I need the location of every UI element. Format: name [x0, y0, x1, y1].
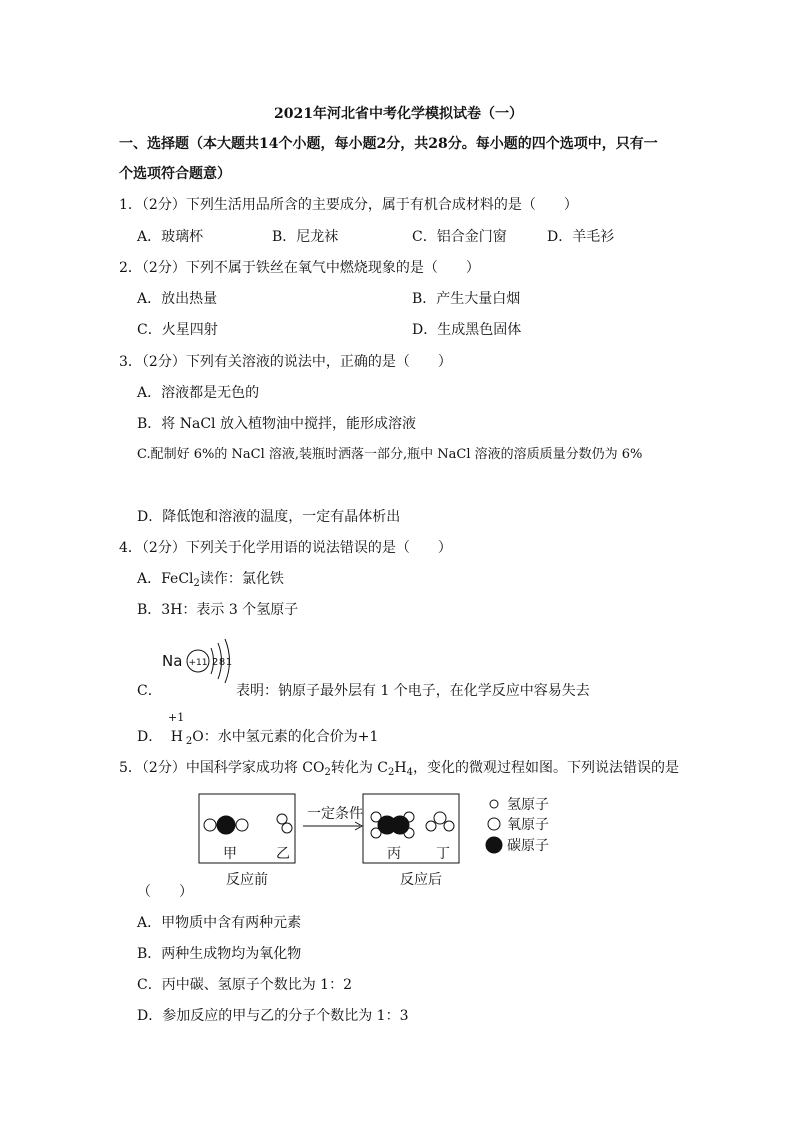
q2-option-a: A．放出热量: [137, 291, 218, 307]
q3-stem: 3．（2分）下列有关溶液的说法中，正确的是（ ）: [119, 354, 452, 370]
label-after: 反应后: [400, 872, 442, 888]
q4-option-c-text: 表明：钠原子最外层有 1 个电子，在化学反应中容易失去: [236, 683, 590, 699]
label-jia: 甲: [223, 846, 237, 862]
carbon-atom: [217, 816, 235, 834]
q4-option-d-formula-o: O: [192, 729, 204, 745]
q5-stem-part3: H: [394, 760, 407, 776]
q4-option-d-formula-h: H: [170, 729, 183, 745]
q3-option-a: A．溶液都是无色的: [137, 385, 260, 401]
hydrogen-atom: [282, 823, 292, 833]
q1-option-c: C．铝合金门窗: [412, 229, 507, 245]
q4-option-d-label: D．: [137, 729, 163, 745]
section-heading-line1: 一、选择题（本大题共14个小题，每小题2分，共28分。每小题的四个选项中，只有一: [119, 136, 658, 152]
q4-option-a-subscript: 2: [193, 578, 200, 589]
q2-stem: 2．（2分）下列不属于铁丝在氧气中燃烧现象的是（ ）: [119, 260, 480, 276]
q4-option-a: [137, 569, 284, 589]
q5-option-b: B．两种生成物均为氧化物: [137, 946, 302, 962]
legend-oxygen-icon: [488, 818, 500, 830]
q1-option-b: B．尼龙袜: [272, 229, 339, 245]
oxygen-atom: [204, 819, 216, 831]
hydrogen-atom: [444, 821, 454, 831]
q5-stem-sub2: 2: [388, 767, 395, 778]
q2-option-c: C．火星四射: [137, 322, 218, 338]
q4-option-d-formula-sub: 2: [185, 736, 193, 747]
hydrogen-atom: [277, 814, 287, 824]
q4-stem: 4．（2分）下列关于化学用语的说法错误的是（ ）: [119, 540, 452, 556]
q1-option-a: A．玻璃杯: [137, 229, 204, 245]
q5-stem-sub1: 2: [324, 767, 331, 778]
q5-stem-part2: 转化为 C: [330, 760, 389, 776]
q5-answer-paren: （ ）: [137, 884, 193, 900]
q5-option-d: D．参加反应的甲与乙的分子个数比为 1：3: [137, 1008, 409, 1024]
legend-hydrogen: 氢原子: [507, 797, 549, 813]
q4-option-d-valence: +1: [168, 711, 185, 724]
q4-option-d: [137, 727, 378, 747]
label-yi: 乙: [276, 846, 290, 862]
q3-option-c: C.配制好 6%的 NaCl 溶液,装瓶时洒落一部分,瓶中 NaCl 溶液的溶质质量分数仍为 6%: [137, 447, 643, 462]
q5-stem: [119, 758, 679, 778]
q3-option-d: D．降低饱和溶液的温度，一定有晶体析出: [137, 509, 401, 525]
label-bing: 丙: [387, 846, 401, 862]
page-title: 2021年河北省中考化学模拟试卷（一）: [274, 106, 523, 122]
q5-stem-sub3: 4: [406, 767, 413, 778]
carbon-atom: [391, 816, 409, 834]
legend-carbon: 碳原子: [507, 838, 549, 854]
sodium-atom-structure-diagram: [158, 636, 236, 690]
q4-shell-electrons: 281: [212, 657, 233, 668]
q2-option-d: D．生成黑色固体: [412, 322, 522, 338]
legend-carbon-icon: [486, 837, 502, 853]
q3-option-b: B．将 NaCl 放入植物油中搅拌，能形成溶液: [137, 416, 416, 432]
q2-option-b: B．产生大量白烟: [412, 291, 521, 307]
q4-option-a-formula: A．FeCl: [137, 571, 194, 587]
q5-stem-part4: ，变化的微观过程如图。下列说法错误的是: [412, 760, 679, 776]
legend-oxygen: 氧原子: [507, 817, 549, 833]
oxygen-atom: [236, 819, 248, 831]
q1-stem: 1．（2分）下列生活用品所含的主要成分，属于有机合成材料的是（ ）: [119, 197, 578, 213]
q4-atom-symbol: Na: [162, 652, 183, 670]
q4-option-b: B．3H：表示 3 个氢原子: [137, 602, 299, 618]
legend-hydrogen-icon: [490, 800, 498, 808]
q5-option-a: A．甲物质中含有两种元素: [137, 915, 302, 931]
q5-stem-part1: 5．（2分）中国科学家成功将 CO: [119, 760, 325, 776]
reaction-condition: 一定条件: [307, 806, 363, 822]
q4-option-c-label: C．: [137, 683, 162, 699]
q1-option-d: D．羊毛衫: [547, 229, 615, 245]
label-before: 反应前: [226, 872, 268, 888]
q4-option-d-text: ：水中氢元素的化合价为+1: [203, 729, 379, 745]
hydrogen-atom: [426, 821, 436, 831]
section-heading-line2: 个选项符合题意）: [119, 166, 231, 182]
oxygen-atom: [434, 812, 446, 824]
q5-option-c: C．丙中碳、氢原子个数比为 1：2: [137, 977, 352, 993]
label-ding: 丁: [436, 846, 450, 862]
reaction-micro-diagram: [195, 790, 565, 890]
q4-nucleus-charge: +11: [188, 658, 208, 668]
q4-option-a-text: 读作：氯化铁: [199, 571, 284, 587]
